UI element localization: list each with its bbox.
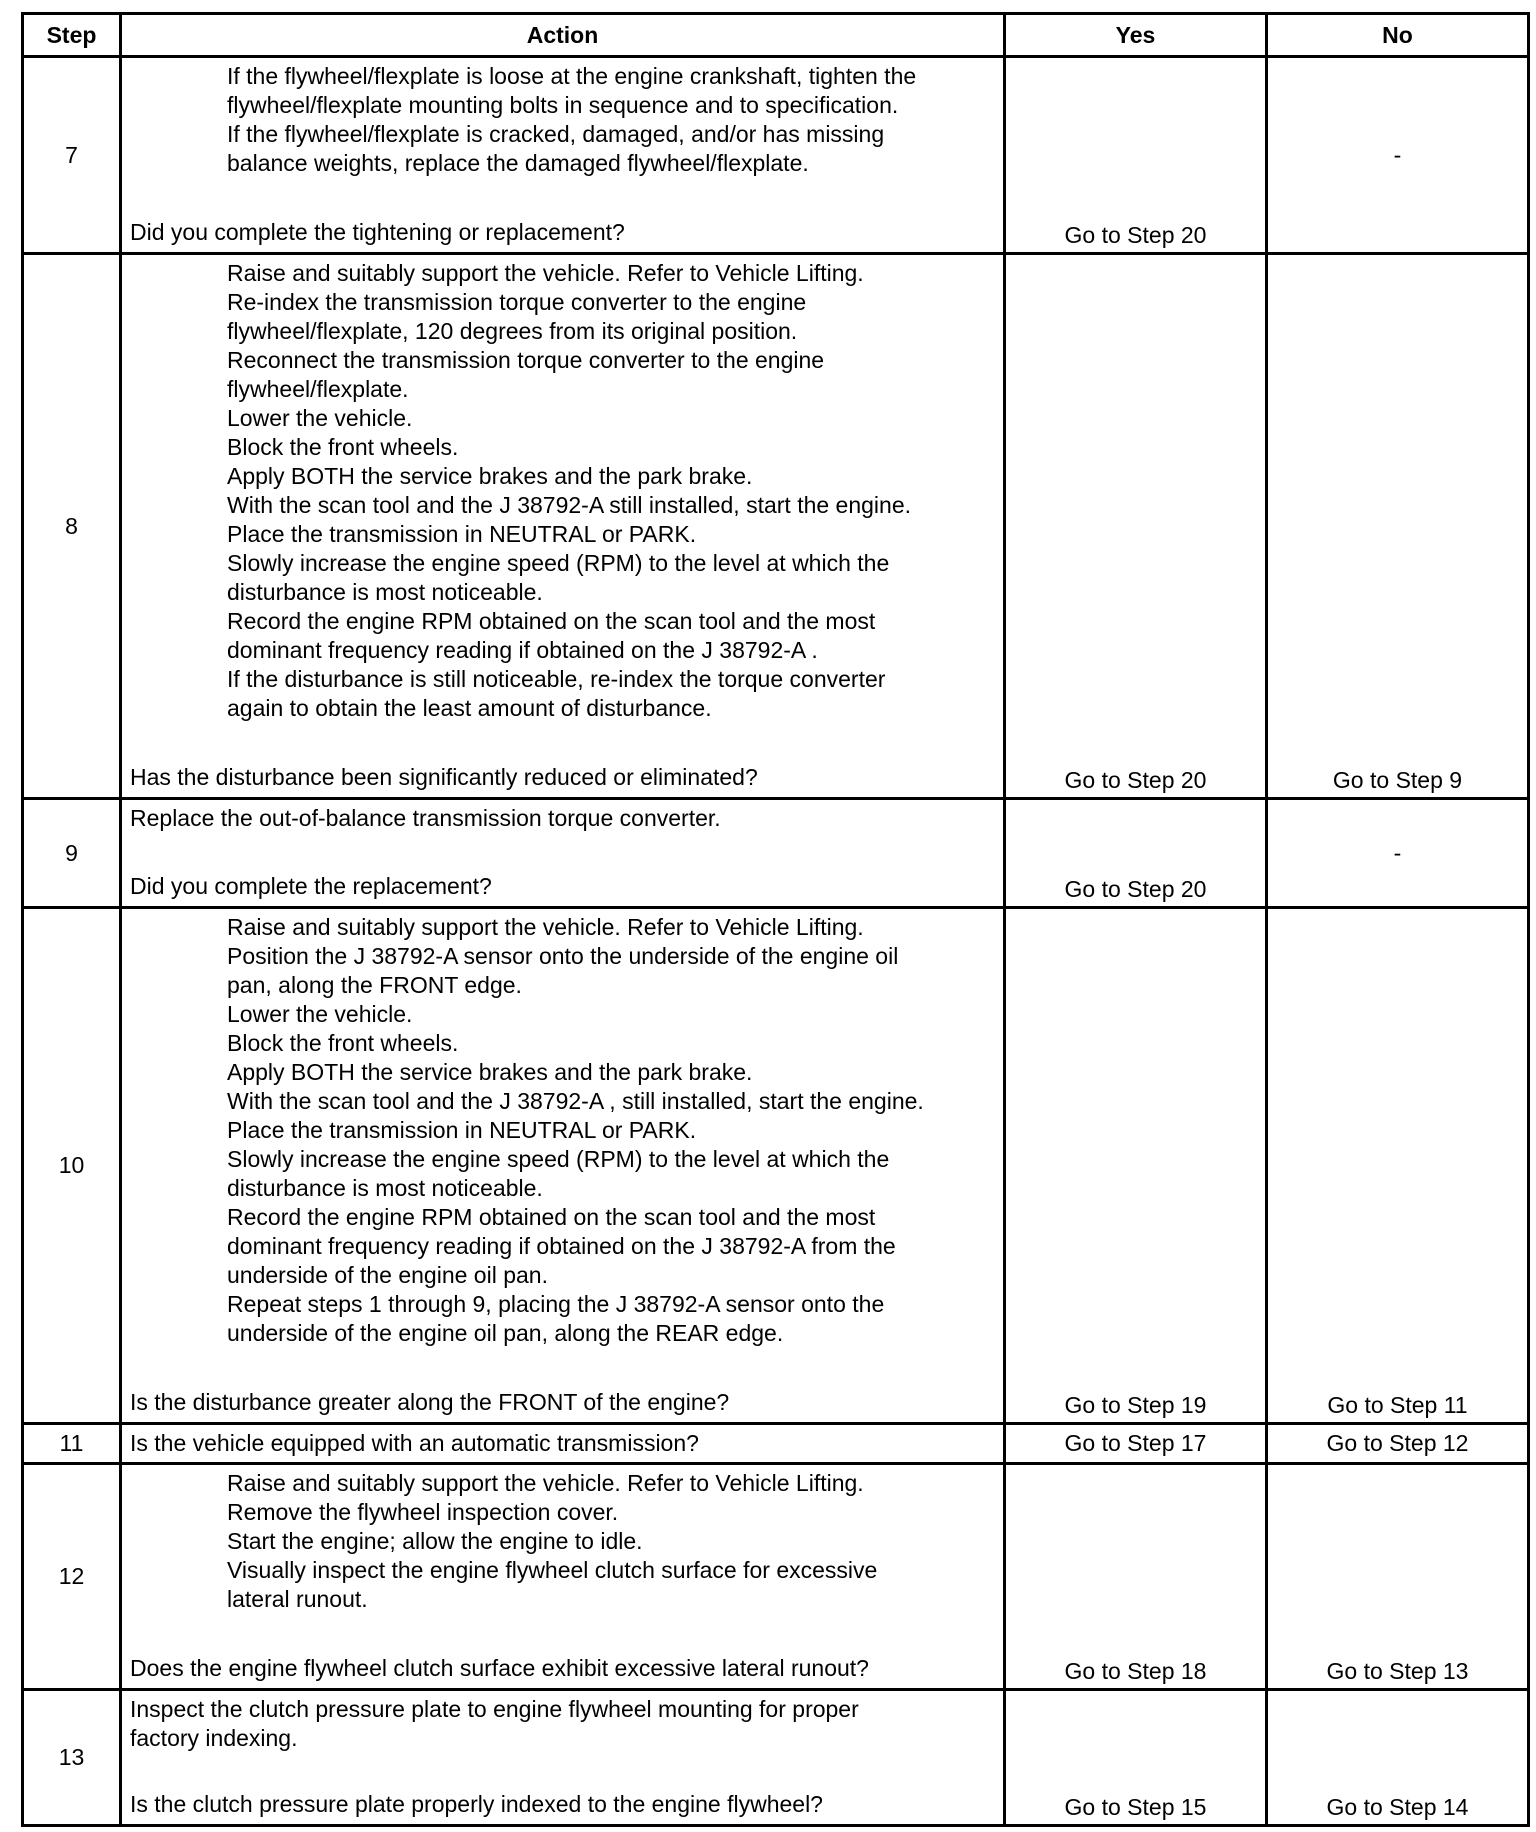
substep: Block the front wheels.	[227, 434, 459, 460]
substep: Block the front wheels.	[227, 1030, 459, 1056]
question: Did you complete the tightening or replacement?	[130, 219, 625, 245]
substep: Repeat steps 1 through 9, placing the J 38792-A sensor onto the	[227, 1291, 885, 1317]
substep: If the flywheel/flexplate is cracked, damaged, and/or has missing	[227, 121, 885, 147]
action-cell	[121, 908, 1005, 1424]
no-cell: Go to Step 11	[1267, 908, 1529, 1424]
question: Is the clutch pressure plate properly indexed to the engine flywheel?	[130, 1791, 823, 1817]
table-row	[23, 1464, 1529, 1690]
yes-cell: Go to Step 20	[1005, 254, 1267, 799]
substep: flywheel/flexplate, 120 degrees from its original position.	[227, 318, 798, 344]
no-cell: Go to Step 12	[1267, 1424, 1529, 1464]
substep: underside of the engine oil pan, along the REAR edge.	[227, 1320, 784, 1346]
substep: Raise and suitably support the vehicle. Refer to Vehicle Lifting.	[227, 260, 864, 286]
substep: disturbance is most noticeable.	[227, 1175, 543, 1201]
no-cell: Go to Step 9	[1267, 254, 1529, 799]
step-number: 12	[23, 1464, 121, 1690]
yes-cell: Go to Step 19	[1005, 908, 1267, 1424]
substep: Remove the flywheel inspection cover.	[227, 1499, 619, 1525]
header-step: Step	[23, 14, 121, 57]
substep-list	[126, 909, 999, 1348]
substep: Record the engine RPM obtained on the scan tool and the most	[227, 1204, 876, 1230]
substep: Start the engine; allow the engine to idle.	[227, 1528, 643, 1554]
step-number: 11	[23, 1424, 121, 1464]
substep: flywheel/flexplate.	[227, 376, 409, 402]
substep: With the scan tool and the J 38792-A , still installed, start the engine.	[227, 1088, 924, 1114]
table-row	[23, 1424, 1529, 1464]
substep: pan, along the FRONT edge.	[227, 972, 522, 998]
substep: dominant frequency reading if obtained on the J 38792-A from the	[227, 1233, 896, 1259]
substep: Place the transmission in NEUTRAL or PARK.	[227, 521, 697, 547]
step-number: 9	[23, 799, 121, 908]
no-cell: -	[1267, 57, 1529, 254]
action-line: factory indexing.	[130, 1725, 298, 1751]
question: Did you complete the replacement?	[130, 873, 492, 899]
action-cell	[121, 799, 1005, 908]
substep: Record the engine RPM obtained on the scan tool and the most	[227, 608, 876, 634]
substep: again to obtain the least amount of disturbance.	[227, 695, 712, 721]
substep: Raise and suitably support the vehicle. Refer to Vehicle Lifting.	[227, 1470, 864, 1496]
table-row	[23, 908, 1529, 1424]
substep: lateral runout.	[227, 1586, 368, 1612]
table-row	[23, 799, 1529, 908]
substep: With the scan tool and the J 38792-A still installed, start the engine.	[227, 492, 912, 518]
action-line: Replace the out-of-balance transmission torque converter.	[130, 805, 721, 831]
action-cell	[121, 1690, 1005, 1826]
substep: Slowly increase the engine speed (RPM) to the level at which the	[227, 550, 890, 576]
step-number: 10	[23, 908, 121, 1424]
substep: Apply BOTH the service brakes and the park brake.	[227, 463, 753, 489]
substep: Visually inspect the engine flywheel clutch surface for excessive	[227, 1557, 878, 1583]
substep: dominant frequency reading if obtained on the J 38792-A .	[227, 637, 818, 663]
substep-list	[126, 255, 999, 723]
substep: Lower the vehicle.	[227, 1001, 413, 1027]
step-number: 13	[23, 1690, 121, 1826]
substep: underside of the engine oil pan.	[227, 1262, 548, 1288]
substep: Re-index the transmission torque converter to the engine	[227, 289, 807, 315]
question: Does the engine flywheel clutch surface exhibit excessive lateral runout?	[130, 1655, 869, 1681]
substep: disturbance is most noticeable.	[227, 579, 543, 605]
yes-cell: Go to Step 18	[1005, 1464, 1267, 1690]
substep: balance weights, replace the damaged flywheel/flexplate.	[227, 150, 809, 176]
table-row	[23, 254, 1529, 799]
substep: Lower the vehicle.	[227, 405, 413, 431]
yes-cell: Go to Step 20	[1005, 799, 1267, 908]
step-number: 7	[23, 57, 121, 254]
yes-cell: Go to Step 17	[1005, 1424, 1267, 1464]
action-text	[126, 800, 999, 833]
header-row	[23, 14, 1529, 57]
substep: Position the J 38792-A sensor onto the underside of the engine oil	[227, 943, 899, 969]
substep: Place the transmission in NEUTRAL or PARK.	[227, 1117, 697, 1143]
question: Is the vehicle equipped with an automatic transmission?	[130, 1430, 699, 1456]
table-row	[23, 1690, 1529, 1826]
action-text	[126, 1691, 999, 1753]
header-no: No	[1267, 14, 1529, 57]
substep: Apply BOTH the service brakes and the park brake.	[227, 1059, 753, 1085]
header-action: Action	[121, 14, 1005, 57]
action-cell	[121, 57, 1005, 254]
yes-cell: Go to Step 15	[1005, 1690, 1267, 1826]
question: Is the disturbance greater along the FRONT of the engine?	[130, 1389, 730, 1415]
substep-list	[126, 1465, 999, 1614]
table-row	[23, 57, 1529, 254]
no-cell: Go to Step 14	[1267, 1690, 1529, 1826]
substep: If the flywheel/flexplate is loose at the engine crankshaft, tighten the	[227, 63, 917, 89]
action-cell	[121, 1464, 1005, 1690]
no-cell: Go to Step 13	[1267, 1464, 1529, 1690]
action-line: Inspect the clutch pressure plate to engine flywheel mounting for proper	[130, 1696, 859, 1722]
action-cell	[121, 254, 1005, 799]
no-cell: -	[1267, 799, 1529, 908]
action-cell	[121, 1424, 1005, 1464]
question: Has the disturbance been significantly reduced or eliminated?	[130, 764, 758, 790]
substep: If the disturbance is still noticeable, re-index the torque converter	[227, 666, 886, 692]
diagnostic-table	[21, 12, 1530, 1827]
substep: flywheel/flexplate mounting bolts in sequence and to specification.	[227, 92, 899, 118]
header-yes: Yes	[1005, 14, 1267, 57]
substep-list	[126, 58, 999, 178]
yes-cell: Go to Step 20	[1005, 57, 1267, 254]
substep: Raise and suitably support the vehicle. Refer to Vehicle Lifting.	[227, 914, 864, 940]
substep: Reconnect the transmission torque converter to the engine	[227, 347, 825, 373]
step-number: 8	[23, 254, 121, 799]
substep: Slowly increase the engine speed (RPM) to the level at which the	[227, 1146, 890, 1172]
